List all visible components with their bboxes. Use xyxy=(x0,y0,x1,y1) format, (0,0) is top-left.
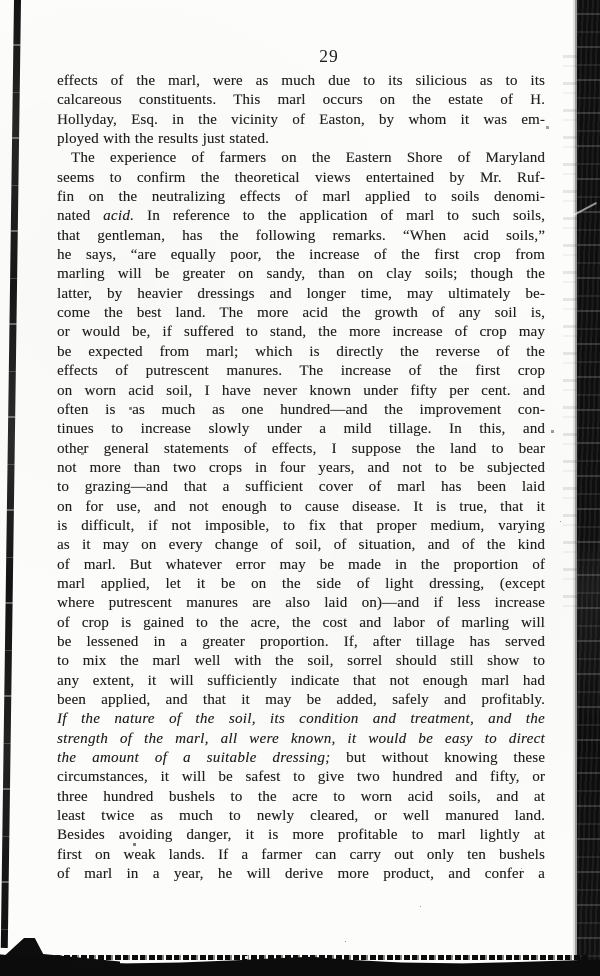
text-line: circumstances, it will be safest to give two hundred and fifty, or xyxy=(57,769,545,786)
text-line: the amount of a suitable dressing; but without knowing these xyxy=(57,750,545,767)
text-line: any extent, it will sufficiently indicate that not enough marl had xyxy=(57,672,545,689)
text-line: The experience of farmers on the Eastern Shore of Maryland xyxy=(71,150,545,167)
text-line: of crop is gained to the acre, the cost and labor of marling will xyxy=(57,614,545,631)
text-line: ployed with the results just stated. xyxy=(57,131,270,148)
text-line: three hundred bushels to the acre to worn acid soils, and at xyxy=(57,788,545,805)
text-line: fin on the neutralizing effects of marl applied to soils denomi- xyxy=(57,189,545,206)
bottom-edge-specks xyxy=(30,955,590,960)
text-line: tinues to increase slowly under a mild tillage. In this, and xyxy=(57,421,545,438)
left-gutter-line xyxy=(1,0,21,948)
text-line: marling will be greater on sandy, than on clay soils; though the xyxy=(57,266,545,283)
paper-specks xyxy=(0,0,1,1)
text-line: on worn acid soil, I have never known under fifty per cent. and xyxy=(57,382,545,399)
text-line: latter, by heavier dressings and longer time, may ultimately be- xyxy=(57,285,545,302)
text-line: is difficult, if not imposible, to fix that proper medium, varying xyxy=(57,517,545,534)
text-line: to mix the marl well with the soil, sorrel should still show to xyxy=(57,653,545,670)
text-line: been applied, and that it may be added, safely and profitably. xyxy=(57,692,545,708)
right-edge-fuzz xyxy=(563,55,577,615)
text-line: marl applied, let it be on the side of light dressing, (except xyxy=(57,575,545,592)
text-line: nated acid. In reference to the application of marl to such soils, xyxy=(57,208,545,225)
page-text xyxy=(57,72,545,884)
text-line: not more than two crops in four years, and not to be subjected xyxy=(57,459,545,476)
text-line: Hollyday, Esq. in the vicinity of Easton, by whom it was em- xyxy=(57,111,545,128)
text-line: of marl in a year, he will derive more product, and confer a xyxy=(57,866,545,883)
page-number: 29 xyxy=(319,46,339,66)
text-line: as it may on every change of soil, of situation, and of the kind xyxy=(57,537,545,554)
text-line: he says, “are equally poor, the increase of the first crop from xyxy=(57,247,545,264)
text-line: often is as much as one hundred—and the improvement con- xyxy=(57,401,545,418)
text-line: of marl. But whatever error may be made in the proportion of xyxy=(57,556,545,573)
text-line: to grazing—and that a sufficient cover of marl has been laid xyxy=(57,479,545,496)
text-line: calcareous constituents. This marl occurs on the estate of H. xyxy=(57,92,545,109)
text-line: be lessened in a greater proportion. If, after tillage has served xyxy=(57,633,545,650)
text-line: first on weak lands. If a farmer can carry out only ten bushels xyxy=(57,846,545,863)
text-line: other general statements of effects, I suppose the land to bear xyxy=(57,440,545,457)
text-line: strength of the marl, all were known, it would be easy to direct xyxy=(57,730,545,747)
text-line: least twice as much to newly cleared, or well manured land. xyxy=(57,808,545,825)
text-line: effects of putrescent manures. The increase of the first crop xyxy=(57,363,545,380)
text-line: If the nature of the soil, its condition and treatment, and the xyxy=(57,711,545,728)
text-line: on for use, and not enough to cause disease. It is true, that it xyxy=(57,498,545,515)
text-line: where putrescent manures are also laid on)—and if less increase xyxy=(57,595,545,612)
text-line: be expected from marl; which is directly the reverse of the xyxy=(57,343,545,360)
text-line: come the best land. The more acid the growth of any soil is, xyxy=(57,305,545,322)
text-line: that gentleman, has the following remarks. “When acid soils,” xyxy=(57,227,545,244)
text-line: effects of the marl, were as much due to its silicious as to its xyxy=(57,73,545,89)
edge-scratch xyxy=(573,202,597,216)
book-edge-right xyxy=(577,0,600,976)
text-line: or would be, if suffered to stand, the more increase of crop may xyxy=(57,324,545,341)
text-line: Besides avoiding danger, it is more profitable to marl lightly at xyxy=(57,827,545,844)
text-line: seems to confirm the theoretical views entertained by Mr. Ruf- xyxy=(57,169,545,186)
